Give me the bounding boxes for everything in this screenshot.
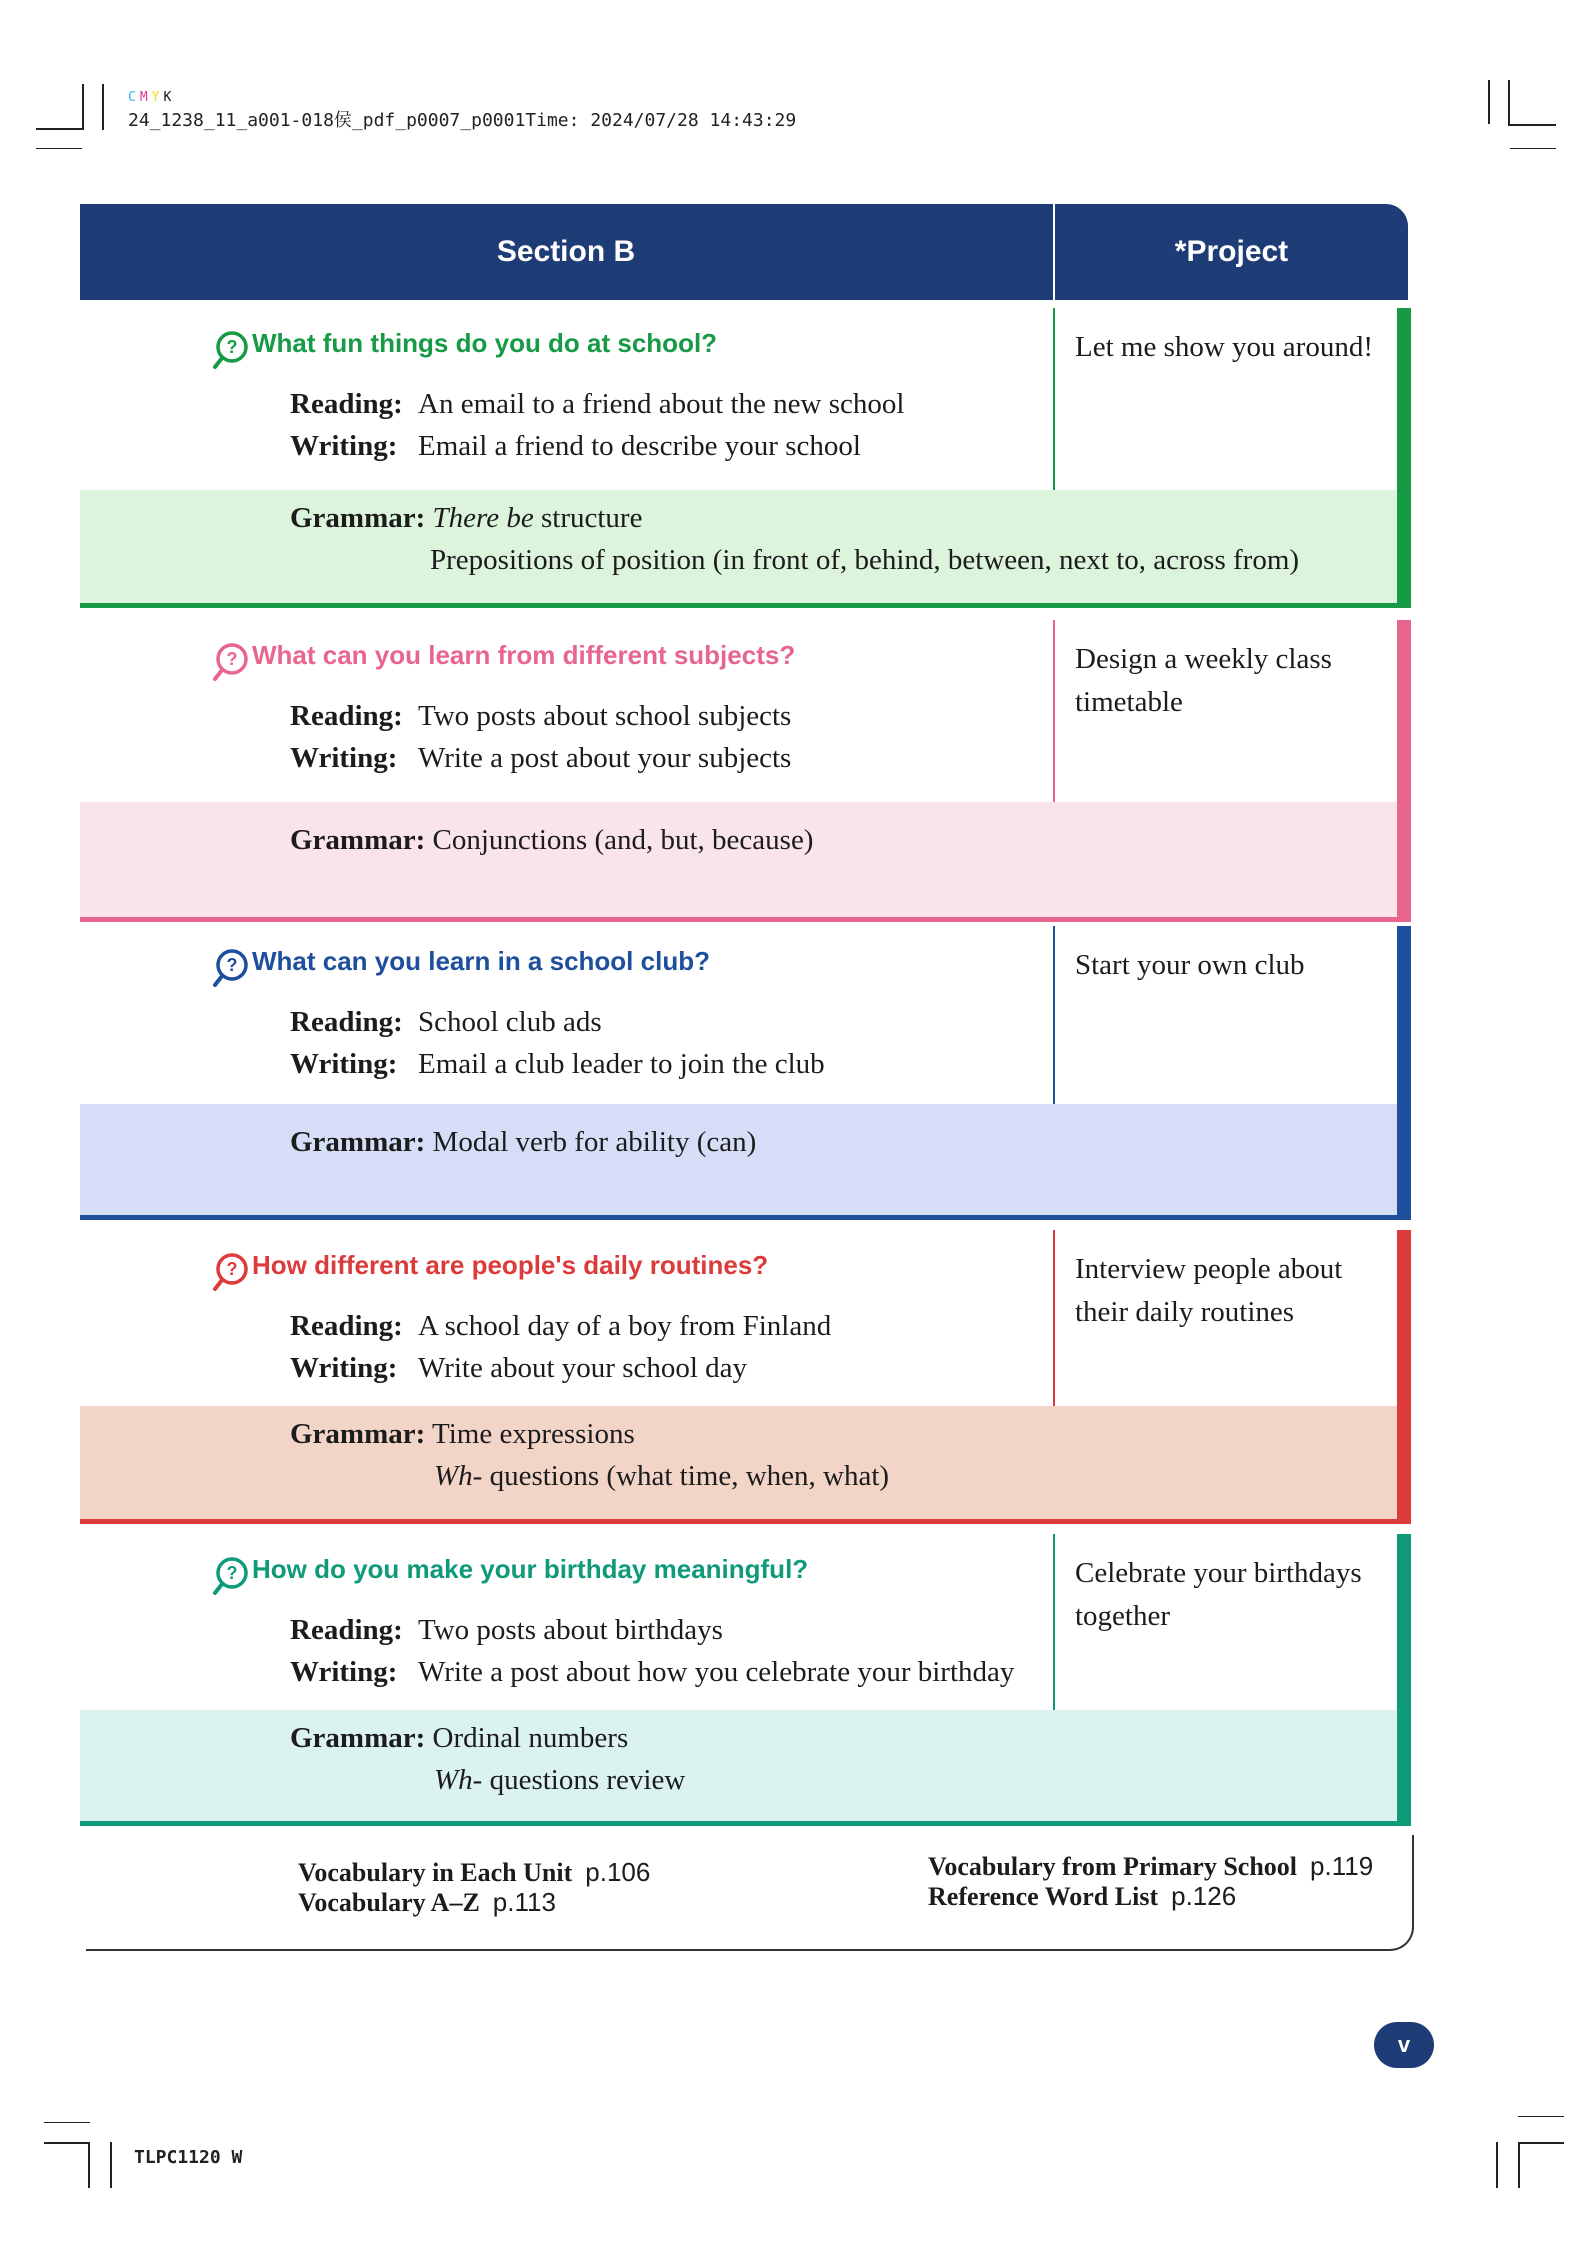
section-b-heading: Section B bbox=[496, 235, 636, 268]
crop-mark bbox=[1496, 2142, 1498, 2188]
reading-label: Reading: bbox=[290, 1310, 403, 1342]
row-bottom-rule bbox=[80, 1215, 1408, 1220]
crop-mark bbox=[1518, 2142, 1520, 2188]
crop-mark bbox=[1508, 80, 1510, 124]
grammar-line-2 bbox=[434, 1460, 889, 1493]
project-description: Start your own club bbox=[1075, 949, 1305, 981]
cmyk-c: C bbox=[128, 90, 140, 105]
question-bubble-icon bbox=[210, 1556, 250, 1596]
svg-text:?: ? bbox=[226, 955, 238, 975]
writing-label: Writing: bbox=[290, 1352, 398, 1384]
unit-question: How do you make your birthday meaningful? bbox=[252, 1554, 809, 1584]
project-description: Design a weekly class timetable bbox=[1075, 643, 1332, 718]
unit-question: What fun things do you do at school? bbox=[252, 328, 718, 358]
svg-text:?: ? bbox=[226, 1259, 238, 1279]
row-color-bar bbox=[1397, 926, 1411, 1220]
writing-line bbox=[290, 1048, 825, 1081]
grammar-line bbox=[290, 824, 813, 857]
grammar-band bbox=[80, 802, 1408, 920]
svg-text:?: ? bbox=[226, 1563, 238, 1583]
grammar-text-2: Prepositions of position (in front of, behind, between, next to, across from) bbox=[430, 544, 1300, 576]
reading-label: Reading: bbox=[290, 388, 403, 420]
vocab-primary-page: p.119 bbox=[1310, 1851, 1374, 1881]
crop-mark bbox=[1518, 2116, 1564, 2117]
crop-mark bbox=[44, 2122, 90, 2123]
grammar-line bbox=[290, 1722, 628, 1755]
grammar-italic: Wh- bbox=[434, 1460, 483, 1492]
crop-mark bbox=[36, 148, 82, 149]
writing-text: Email a friend to describe your school bbox=[418, 430, 861, 462]
unit-row bbox=[80, 620, 1408, 920]
reference-word-list-label: Reference Word List bbox=[928, 1882, 1159, 1911]
writing-line bbox=[290, 742, 791, 775]
page-number-badge: v bbox=[1374, 2022, 1434, 2068]
row-color-bar bbox=[1397, 1230, 1411, 1524]
grammar-label: Grammar: bbox=[290, 502, 426, 534]
table-header bbox=[80, 204, 1408, 300]
svg-text:?: ? bbox=[226, 337, 238, 357]
reading-line bbox=[290, 388, 904, 421]
crop-mark bbox=[1488, 80, 1490, 124]
crop-mark bbox=[88, 2142, 90, 2188]
grammar-line-2 bbox=[434, 1764, 685, 1797]
vocab-in-unit-label: Vocabulary in Each Unit bbox=[298, 1858, 573, 1887]
project-description: Celebrate your birthdays together bbox=[1075, 1557, 1362, 1632]
grammar-line bbox=[290, 502, 642, 535]
reading-text: An email to a friend about the new school bbox=[418, 388, 905, 420]
grammar-label: Grammar: bbox=[290, 1126, 426, 1158]
reading-line bbox=[290, 1310, 831, 1343]
crop-mark bbox=[110, 2142, 112, 2188]
grammar-text: structure bbox=[533, 502, 643, 534]
reading-text: Two posts about birthdays bbox=[418, 1614, 723, 1646]
crop-mark bbox=[36, 128, 82, 130]
reading-line bbox=[290, 1006, 602, 1039]
project-heading: *Project bbox=[1174, 235, 1289, 268]
reading-text: Two posts about school subjects bbox=[418, 700, 792, 732]
unit-row bbox=[80, 308, 1408, 606]
row-bottom-rule bbox=[80, 1821, 1408, 1826]
writing-line bbox=[290, 1656, 1014, 1689]
unit-question: What can you learn from different subjects? bbox=[252, 640, 796, 670]
reading-line bbox=[290, 700, 791, 733]
grammar-line bbox=[290, 1126, 756, 1159]
column-divider bbox=[1053, 1534, 1055, 1710]
unit-question: What can you learn in a school club? bbox=[252, 946, 710, 976]
grammar-text-2: questions review bbox=[482, 1764, 686, 1796]
column-divider bbox=[1053, 620, 1055, 802]
row-color-bar bbox=[1397, 308, 1411, 608]
grammar-text: Ordinal numbers bbox=[432, 1722, 629, 1754]
reading-text: A school day of a boy from Finland bbox=[418, 1310, 832, 1342]
writing-text: Write a post about your subjects bbox=[418, 742, 792, 774]
unit-row bbox=[80, 926, 1408, 1218]
vocab-primary-label: Vocabulary from Primary School bbox=[928, 1852, 1298, 1881]
column-divider bbox=[1053, 308, 1055, 490]
reading-line bbox=[290, 1614, 723, 1647]
row-bottom-rule bbox=[80, 603, 1408, 608]
grammar-italic: There be bbox=[432, 502, 534, 534]
reading-text: School club ads bbox=[418, 1006, 602, 1038]
writing-text: Write about your school day bbox=[418, 1352, 748, 1384]
crop-mark bbox=[82, 84, 84, 130]
print-slug: 24_1238_11_a001-018侯_pdf_p0007_p0001Time: 2024/07/28 14:43:29 bbox=[128, 110, 797, 131]
reference-word-list bbox=[928, 1881, 1236, 1912]
vocab-in-unit-page: p.106 bbox=[585, 1857, 651, 1887]
row-bottom-rule bbox=[80, 1519, 1408, 1524]
grammar-italic: Wh- bbox=[434, 1764, 483, 1796]
grammar-text: Time expressions bbox=[432, 1418, 635, 1450]
row-color-bar bbox=[1397, 620, 1411, 922]
vocab-primary bbox=[928, 1851, 1373, 1882]
crop-mark bbox=[1510, 148, 1556, 149]
grammar-line bbox=[290, 1418, 635, 1451]
question-bubble-icon bbox=[210, 1252, 250, 1292]
writing-label: Writing: bbox=[290, 1048, 398, 1080]
unit-row bbox=[80, 1534, 1408, 1824]
unit-question: How different are people's daily routines? bbox=[252, 1250, 769, 1280]
writing-label: Writing: bbox=[290, 1656, 398, 1688]
crop-mark bbox=[1518, 2142, 1564, 2144]
grammar-label: Grammar: bbox=[290, 1722, 426, 1754]
grammar-label: Grammar: bbox=[290, 1418, 426, 1450]
vocab-a-z-page: p.113 bbox=[492, 1887, 556, 1917]
grammar-text: Conjunctions (and, but, because) bbox=[432, 824, 814, 856]
question-bubble-icon bbox=[210, 948, 250, 988]
grammar-label: Grammar: bbox=[290, 824, 426, 856]
writing-text: Email a club leader to join the club bbox=[418, 1048, 825, 1080]
cmyk-k: K bbox=[163, 90, 176, 105]
question-bubble-icon bbox=[210, 642, 250, 682]
writing-label: Writing: bbox=[290, 430, 398, 462]
crop-mark bbox=[1508, 124, 1556, 126]
project-description: Let me show you around! bbox=[1075, 331, 1373, 363]
crop-mark bbox=[102, 84, 104, 130]
writing-text: Write a post about how you celebrate your birthday bbox=[418, 1656, 1015, 1688]
vocab-a-z bbox=[298, 1887, 556, 1918]
color-registration bbox=[128, 90, 175, 105]
column-divider bbox=[1053, 1230, 1055, 1406]
project-description: Interview people about their daily routines bbox=[1075, 1253, 1343, 1328]
reading-label: Reading: bbox=[290, 1006, 403, 1038]
print-code: TLPC1120 W bbox=[134, 2147, 243, 2168]
row-bottom-rule bbox=[80, 917, 1408, 922]
cmyk-m: M bbox=[139, 90, 152, 105]
reference-word-list-page: p.126 bbox=[1171, 1881, 1237, 1911]
reading-label: Reading: bbox=[290, 1614, 403, 1646]
unit-row bbox=[80, 1230, 1408, 1522]
column-divider bbox=[1053, 926, 1055, 1104]
grammar-text-2: questions (what time, when, what) bbox=[482, 1460, 890, 1492]
cmyk-y: Y bbox=[151, 90, 164, 105]
crop-mark bbox=[44, 2142, 90, 2144]
question-bubble-icon bbox=[210, 330, 250, 370]
writing-line bbox=[290, 430, 861, 463]
svg-text:?: ? bbox=[226, 649, 238, 669]
grammar-text: Modal verb for ability (can) bbox=[432, 1126, 757, 1158]
writing-label: Writing: bbox=[290, 742, 398, 774]
reading-label: Reading: bbox=[290, 700, 403, 732]
grammar-band bbox=[80, 1710, 1408, 1824]
row-color-bar bbox=[1397, 1534, 1411, 1826]
vocab-a-z-label: Vocabulary A–Z bbox=[298, 1888, 480, 1917]
vocabulary-references bbox=[86, 1835, 1414, 1951]
grammar-band bbox=[80, 1104, 1408, 1218]
writing-line bbox=[290, 1352, 747, 1385]
grammar-line-2 bbox=[430, 544, 1299, 577]
vocab-in-unit bbox=[298, 1857, 650, 1888]
